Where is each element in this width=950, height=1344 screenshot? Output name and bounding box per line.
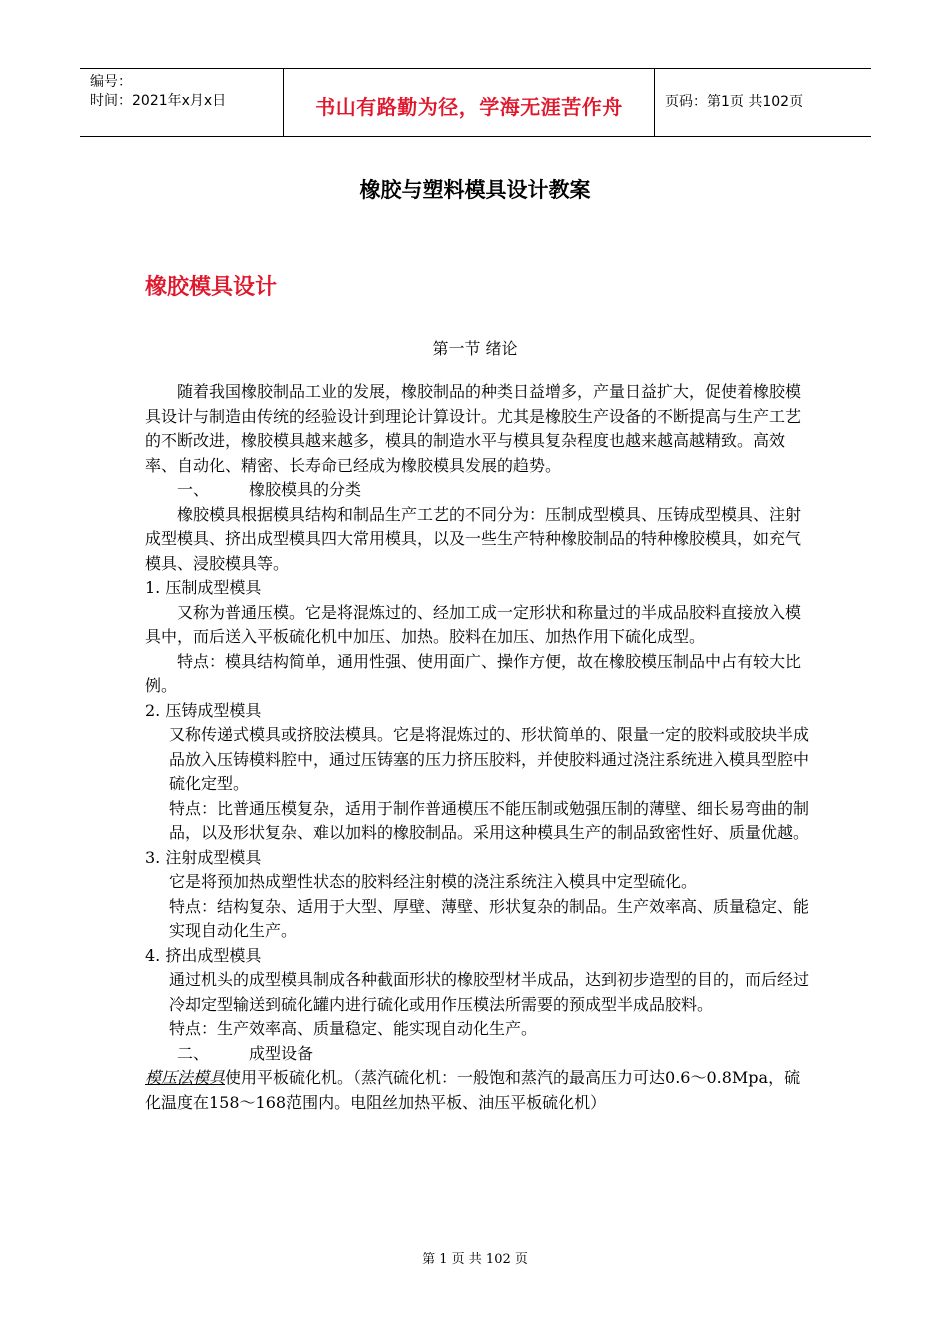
header-meta (80, 69, 283, 136)
item-4-title: 4. 挤出成型模具 (145, 945, 262, 965)
document-title: 橡胶与塑料模具设计教案 (359, 178, 591, 202)
number-label: 编号： (90, 74, 132, 90)
item-3-title: 3. 注射成型模具 (145, 847, 262, 867)
section-1-title: 橡胶模具的分类 (249, 480, 362, 499)
section-2-heading (145, 1042, 815, 1067)
item-4-features: 特点：生产效率高、质量稳定、能实现自动化生产。 (169, 1019, 538, 1038)
intro-paragraph: 随着我国橡胶制品工业的发展，橡胶制品的种类日益增多，产量日益扩大，促使着橡胶模具设计与制造由传统的经验设计到理论计算设计。尤其是橡胶生产设备的不断提高与生产工艺的不断改进，橡胶模具越来越多，模具的制造水平与模具复杂程度也越来越高越精致。高效率、自动化、精密、长寿命已经成为橡胶模具发展的趋势。 (145, 382, 802, 475)
page-header (80, 68, 871, 137)
motto: 书山有路勤为径，学海无涯苦作舟 (315, 95, 623, 119)
chapter-subheading: 第一节 绪论 (432, 339, 518, 358)
section-1-heading (145, 478, 815, 503)
item-1-features: 特点：模具结构简单，通用性强、使用面广、操作方便，故在橡胶模压制品中占有较大比例。 (145, 651, 802, 695)
time-label: 时间：2021年x月x日 (90, 93, 227, 109)
body-text (145, 380, 815, 1115)
item-3-features: 特点：结构复杂、适用于大型、厚壁、薄壁、形状复杂的制品。生产效率高、质量稳定、能实现自动化生产。 (169, 896, 810, 940)
section-heading: 橡胶模具设计 (145, 275, 278, 300)
item-4-description: 通过机头的成型模具制成各种截面形状的橡胶型材半成品，达到初步造型的目的，而后经过冷却定型输送到硫化罐内进行硫化或用作压模法所需要的预成型半成品胶料。 (169, 970, 810, 1014)
item-2-title: 2. 压铸成型模具 (145, 700, 262, 720)
section-2-title: 成型设备 (249, 1043, 314, 1063)
item-2-description: 又称传递式模具或挤胶法模具。它是将混炼过的、形状简单的、限量一定的胶料或胶块半成品放入压铸模料腔中，通过压铸塞的压力挤压胶料，并使胶料通过浇注系统进入模具型腔中硫化定型。 (169, 725, 810, 793)
item-1-title: 1. 压制成型模具 (145, 578, 262, 597)
page-info: 页码：第1页 共102页 (665, 94, 804, 110)
classification-paragraph: 橡胶模具根据模具结构和制品生产工艺的不同分为：压制成型模具、压铸成型模具、注射成型模具、挤出成型模具四大常用模具，以及一些生产特种橡胶制品的特种橡胶模具，如充气模具、浸胶模具等。 (145, 504, 802, 573)
molding-method-link[interactable]: 模压法模具 (145, 1068, 226, 1087)
equipment-paragraph (145, 1066, 815, 1115)
header-motto-cell (283, 69, 655, 136)
section-1-number: 一、 (177, 480, 210, 499)
page-footer: 第 1 页 共 102 页 (422, 1252, 528, 1267)
item-3-description: 它是将预加热成塑性状态的胶料经注射模的浇注系统注入模具中定型硫化。 (169, 872, 698, 891)
equipment-text: 使用平板硫化机。（蒸汽硫化机：一般饱和蒸汽的最高压力可达0.6～0.8Mpa，硫化温度在158～168范围内。电阻丝加热平板、油压平板硫化机） (145, 1068, 801, 1112)
section-2-number: 二、 (177, 1043, 210, 1063)
item-2-features: 特点：比普通压模复杂，适用于制作普通模压不能压制或勉强压制的薄壁、细长易弯曲的制品，以及形状复杂、难以加料的橡胶制品。采用这种模具生产的制品致密性好、质量优越。 (169, 798, 810, 842)
item-1-description: 又称为普通压模。它是将混炼过的、经加工成一定形状和称量过的半成品胶料直接放入模具中，而后送入平板硫化机中加压、加热。胶料在加压、加热作用下硫化成型。 (145, 602, 802, 646)
